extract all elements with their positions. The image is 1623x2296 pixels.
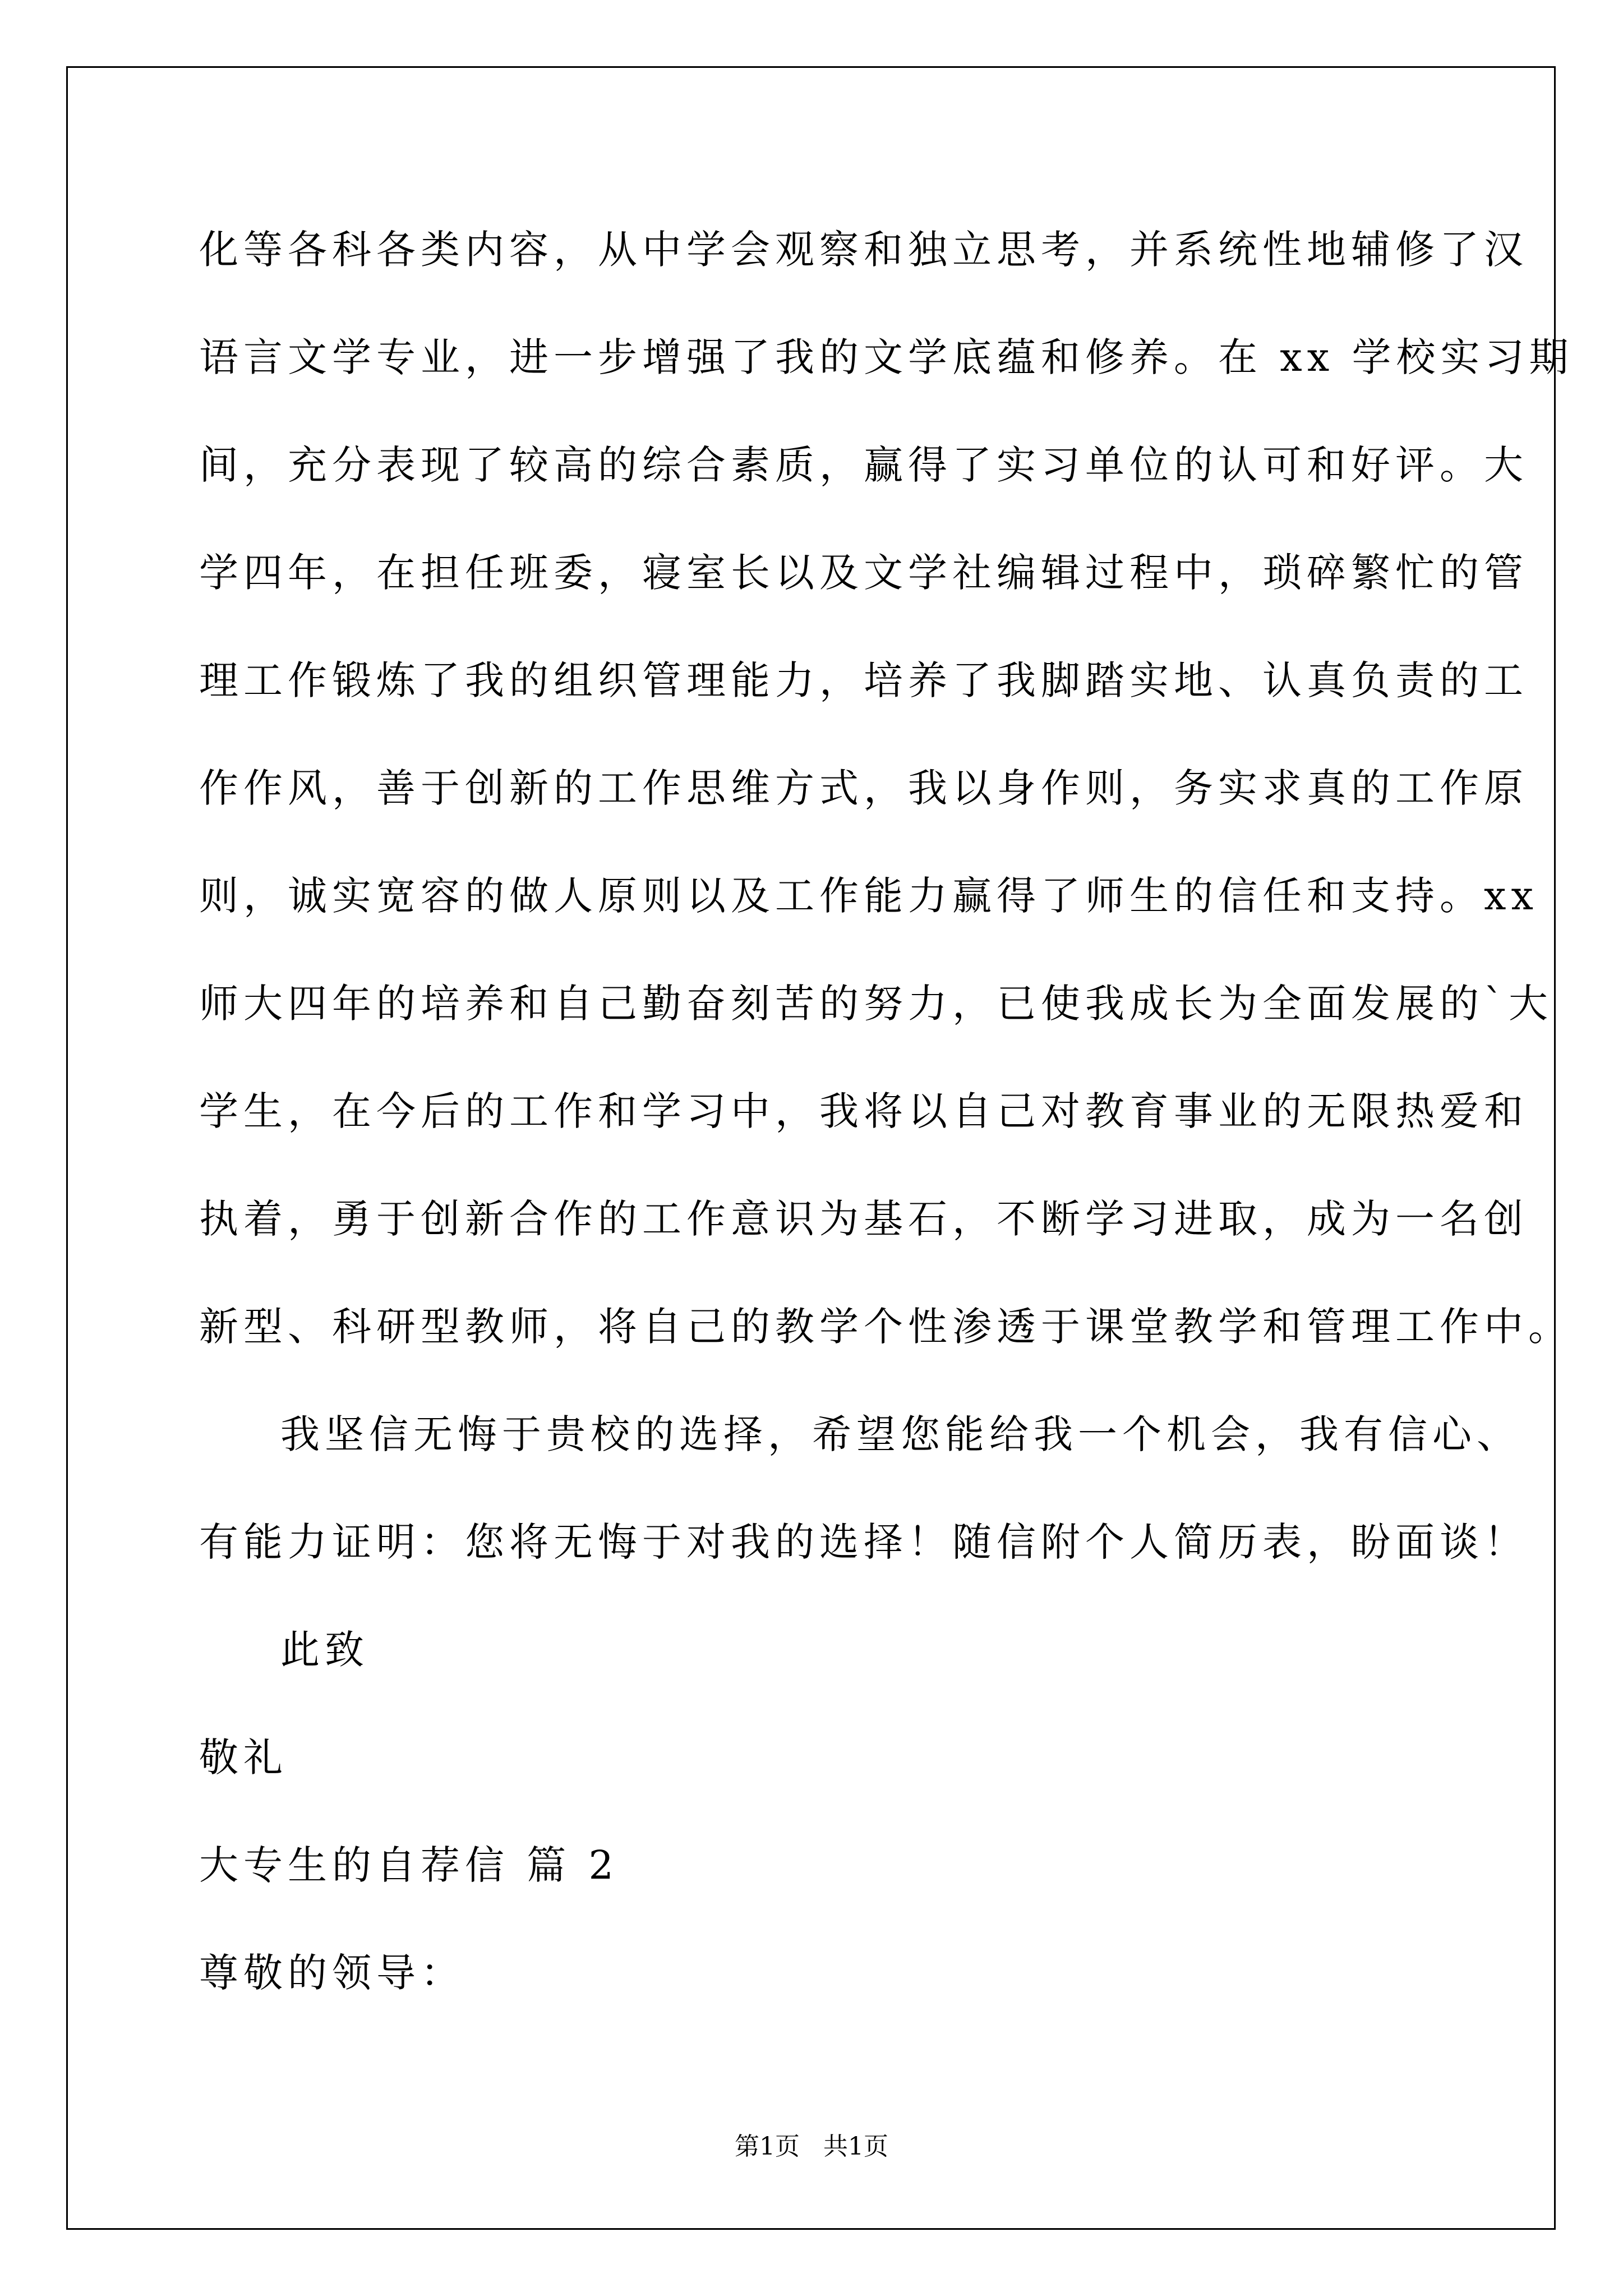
greeting-line: 尊敬的领导： bbox=[199, 1950, 465, 1996]
body-line: 语言文学专业，进一步增强了我的文学底蕴和修养。在 xx 学校实习期 bbox=[199, 334, 1574, 380]
salutation-closing: 此致 bbox=[280, 1627, 369, 1673]
body-line: 新型、科研型教师，将自己的教学个性渗透于课堂教学和管理工作中。 bbox=[199, 1304, 1573, 1350]
body-line: 化等各科各类内容，从中学会观察和独立思考，并系统性地辅修了汉 bbox=[199, 227, 1528, 273]
body-line: 作作风，善于创新的工作思维方式，我以身作则，务实求真的工作原 bbox=[199, 765, 1528, 811]
page-footer: 第1页 共1页 bbox=[735, 2132, 888, 2161]
paragraph-start-line: 我坚信无悔于贵校的选择，希望您能给我一个机会，我有信心、 bbox=[280, 1411, 1521, 1457]
body-line: 学生，在今后的工作和学习中，我将以自己对教育事业的无限热爱和 bbox=[199, 1088, 1528, 1134]
body-line: 间，充分表现了较高的综合素质，赢得了实习单位的认可和好评。大 bbox=[199, 442, 1528, 488]
section-heading: 大专生的自荐信 篇 2 bbox=[199, 1842, 619, 1888]
document-body bbox=[199, 213, 1574, 2044]
body-line: 则，诚实宽容的做人原则以及工作能力赢得了师生的信任和支持。xx bbox=[199, 873, 1538, 919]
body-line: 执着，勇于创新合作的工作意识为基石，不断学习进取，成为一名创 bbox=[199, 1196, 1528, 1242]
salutation-regards: 敬礼 bbox=[199, 1734, 288, 1780]
body-line: 理工作锻炼了我的组织管理能力，培养了我脚踏实地、认真负责的工 bbox=[199, 657, 1528, 703]
body-line: 有能力证明：您将无悔于对我的选择！随信附个人简历表，盼面谈！ bbox=[199, 1519, 1528, 1565]
body-line: 师大四年的培养和自己勤奋刻苦的努力，已使我成长为全面发展的`大 bbox=[199, 981, 1553, 1027]
body-line: 学四年，在担任班委，寝室长以及文学社编辑过程中，琐碎繁忙的管 bbox=[199, 550, 1528, 596]
